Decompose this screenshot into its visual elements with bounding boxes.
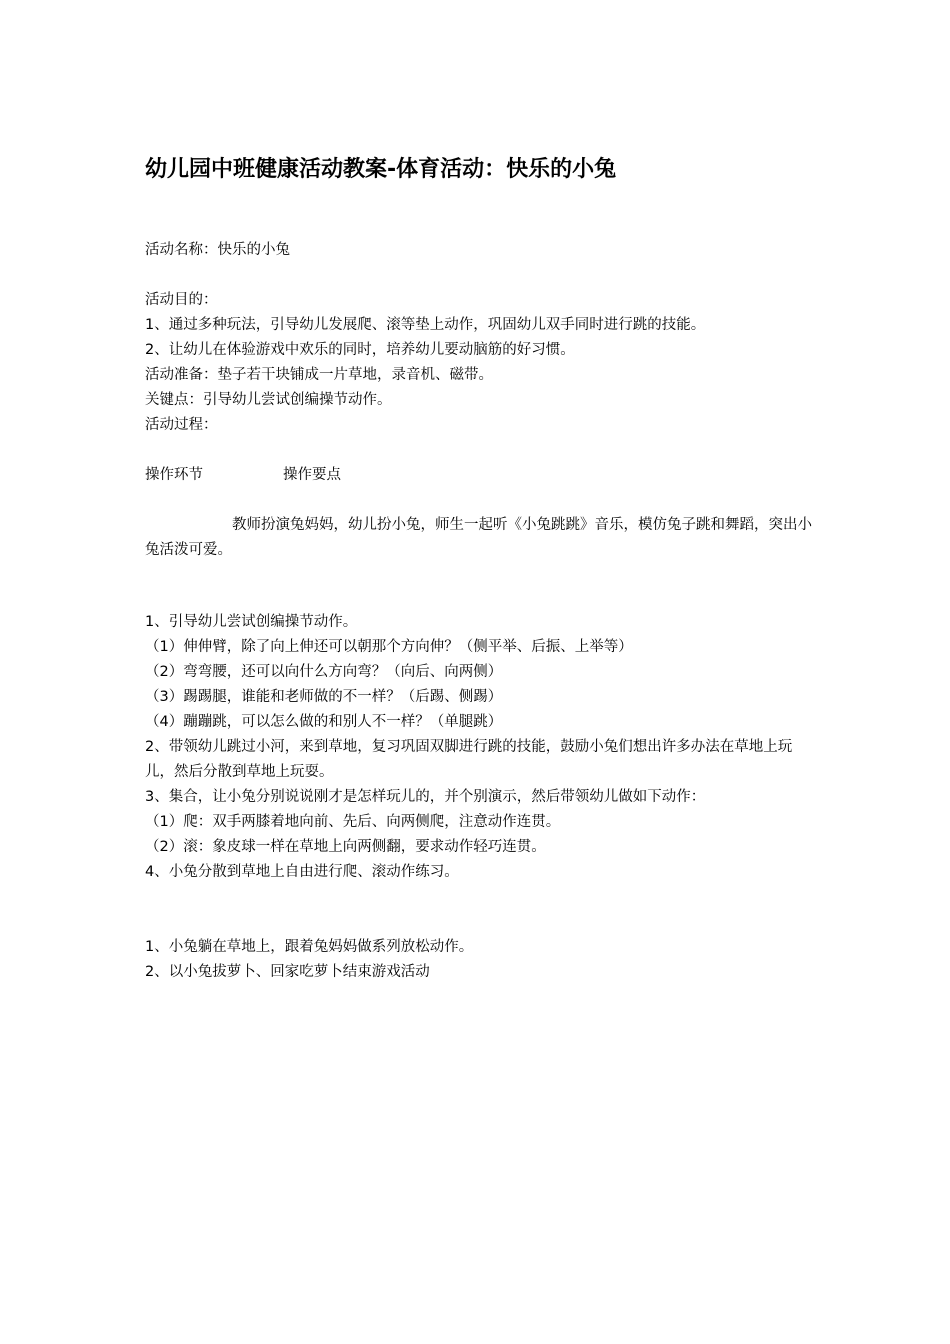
step-item: （1）爬：双手两膝着地向前、先后、向两侧爬，注意动作连贯。 xyxy=(145,814,561,830)
step-item: （4）蹦蹦跳，可以怎么做的和别人不一样？（单腿跳） xyxy=(145,714,503,730)
goal-2: 2、让幼儿在体验游戏中欢乐的同时，培养幼儿要动脑筋的好习惯。 xyxy=(145,342,575,358)
step-item: 3、集合，让小兔分别说说刚才是怎样玩儿的，并个别演示，然后带领幼儿做如下动作： xyxy=(145,789,706,805)
key-point: 关键点：引导幼儿尝试创编操节动作。 xyxy=(145,392,392,408)
activity-name: 活动名称：快乐的小兔 xyxy=(145,242,290,258)
table-header-col2: 操作要点 xyxy=(283,467,341,483)
table-header xyxy=(145,463,813,488)
step-item: （2）滚：象皮球一样在草地上向两侧翻，要求动作轻巧连贯。 xyxy=(145,839,546,855)
step-item: （3）踢踢腿，谁能和老师做的不一样？（后踢、侧踢） xyxy=(145,689,503,705)
goal-1: 1、通过多种玩法，引导幼儿发展爬、滚等垫上动作，巩固幼儿双手同时进行跳的技能。 xyxy=(145,317,706,333)
ending-item: 1、小兔躺在草地上，跟着兔妈妈做系列放松动作。 xyxy=(145,939,474,955)
process-heading: 活动过程： xyxy=(145,417,218,433)
goals-heading: 活动目的： xyxy=(145,292,218,308)
ending-item: 2、以小兔拔萝卜、回家吃萝卜结束游戏活动 xyxy=(145,964,430,980)
preparation: 活动准备：垫子若干块铺成一片草地，录音机、磁带。 xyxy=(145,367,493,383)
step-item: 1、引导幼儿尝试创编操节动作。 xyxy=(145,614,358,630)
step-item: 2、带领幼儿跳过小河，来到草地，复习巩固双脚进行跳的技能，鼓励小兔们想出许多办法在草地上玩儿，然后分散到草地上玩耍。 xyxy=(145,739,793,780)
table-header-col1: 操作环节 xyxy=(145,467,203,483)
step-item: （2）弯弯腰，还可以向什么方向弯？（向后、向两侧） xyxy=(145,664,503,680)
document-title: 幼儿园中班健康活动教案-体育活动：快乐的小兔 xyxy=(145,157,617,182)
step-item: （1）伸伸臂，除了向上伸还可以朝那个方向伸？（侧平举、后振、上举等） xyxy=(145,639,633,655)
step-item: 4、小兔分散到草地上自由进行爬、滚动作练习。 xyxy=(145,864,459,880)
intro-paragraph: 教师扮演兔妈妈，幼儿扮小兔，师生一起听《小兔跳跳》音乐，模仿兔子跳和舞蹈，突出小兔活泼可爱。 xyxy=(145,517,812,558)
